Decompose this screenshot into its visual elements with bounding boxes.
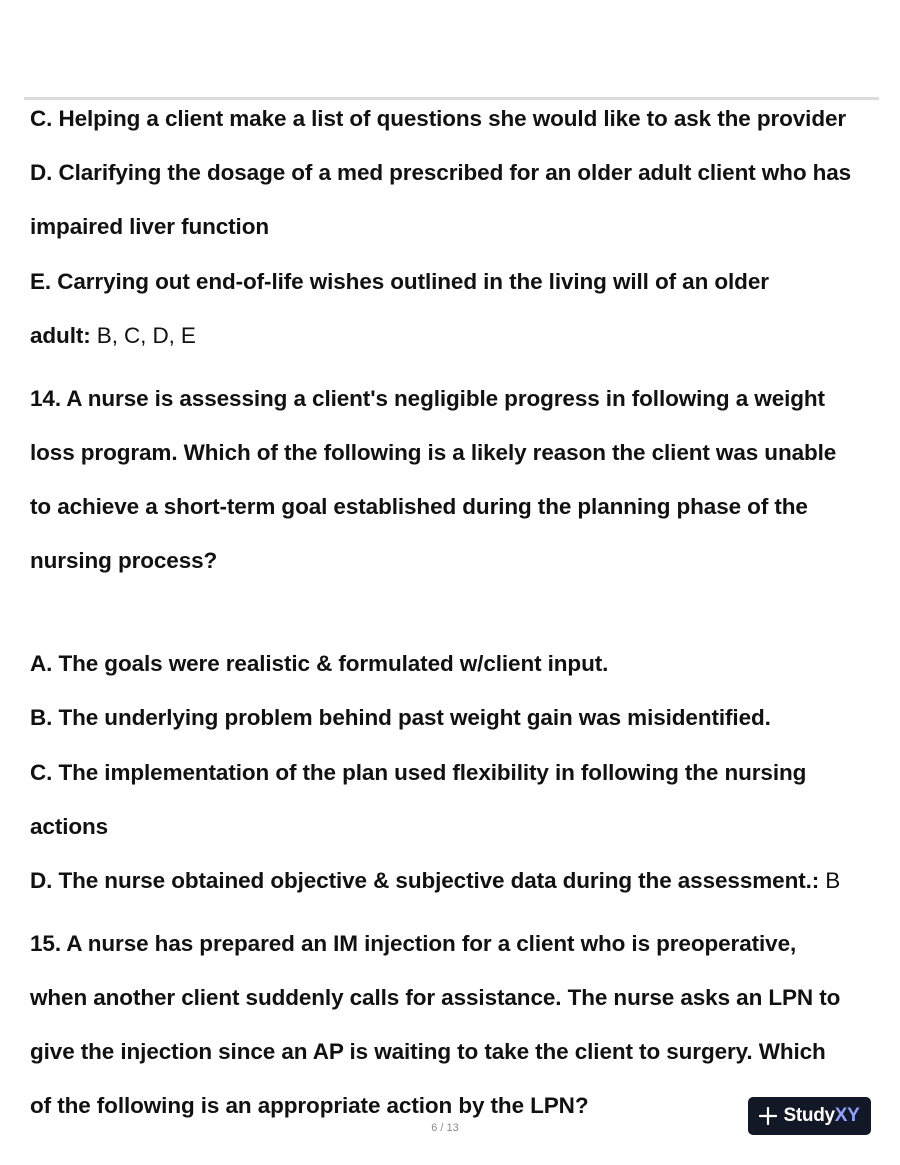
option-c-text-cont xyxy=(30,814,108,840)
question-14-text-cont xyxy=(30,548,217,574)
line-text: C. Helping a client make a list of questions she would like to ask the provider xyxy=(30,106,847,131)
question-14-text-cont xyxy=(30,440,836,466)
line-text: 15. A nurse has prepared an IM injection for a client who is preoperative, xyxy=(30,931,797,956)
line-text: adult: xyxy=(30,323,91,348)
question-14-text-cont xyxy=(30,494,808,520)
brand-name xyxy=(783,1105,859,1127)
line-text: of the following is an appropriate action by the LPN? xyxy=(30,1093,589,1118)
top-divider xyxy=(24,97,879,100)
line-text: actions xyxy=(30,814,109,839)
line-text: D. Clarifying the dosage of a med prescribed for an older adult client who has xyxy=(30,160,852,185)
option-e-text-cont xyxy=(30,323,196,349)
option-c-text xyxy=(30,760,806,786)
question-14-text xyxy=(30,386,825,412)
line-text: impaired liver function xyxy=(30,214,269,239)
line-text: 14. A nurse is assessing a client's negligible progress in following a weight xyxy=(30,386,825,411)
option-d-text-cont xyxy=(30,214,269,240)
option-a-text xyxy=(30,651,608,677)
line-text: B. The underlying problem behind past weight gain was misidentified. xyxy=(30,705,771,730)
line-text: nursing process? xyxy=(30,548,218,573)
line-text: A. The goals were realistic & formulated w/client input. xyxy=(30,651,609,676)
answer-key: B, C, D, E xyxy=(90,323,196,348)
option-b-text xyxy=(30,705,771,731)
option-e-text xyxy=(30,269,769,295)
line-text: D. The nurse obtained objective & subjective data during the assessment.: xyxy=(30,868,820,893)
brand-name-accent: XY xyxy=(834,1105,860,1126)
line-text: E. Carrying out end-of-life wishes outlined in the living will of an older xyxy=(30,269,769,294)
line-text: loss program. Which of the following is a likely reason the client was unable xyxy=(30,440,837,465)
brand-name-main: Study xyxy=(783,1105,835,1126)
question-15-text-cont xyxy=(30,1093,588,1119)
question-15-text xyxy=(30,931,796,957)
option-d-text xyxy=(30,868,840,894)
line-text: to achieve a short-term goal established during the planning phase of the xyxy=(30,494,808,519)
option-c-text xyxy=(30,106,846,132)
line-text: give the injection since an AP is waiting to take the client to surgery. Which xyxy=(30,1039,826,1064)
question-15-text-cont xyxy=(30,985,840,1011)
page-indicator: 6 / 13 xyxy=(431,1122,459,1134)
option-d-text xyxy=(30,160,851,186)
answer-key: B xyxy=(819,868,841,893)
line-text: C. The implementation of the plan used flexibility in following the nursing xyxy=(30,760,807,785)
question-15-text-cont xyxy=(30,1039,826,1065)
line-text: when another client suddenly calls for assistance. The nurse asks an LPN to xyxy=(30,985,841,1010)
plus-icon xyxy=(759,1107,777,1125)
studyxy-logo-button[interactable] xyxy=(748,1097,871,1135)
